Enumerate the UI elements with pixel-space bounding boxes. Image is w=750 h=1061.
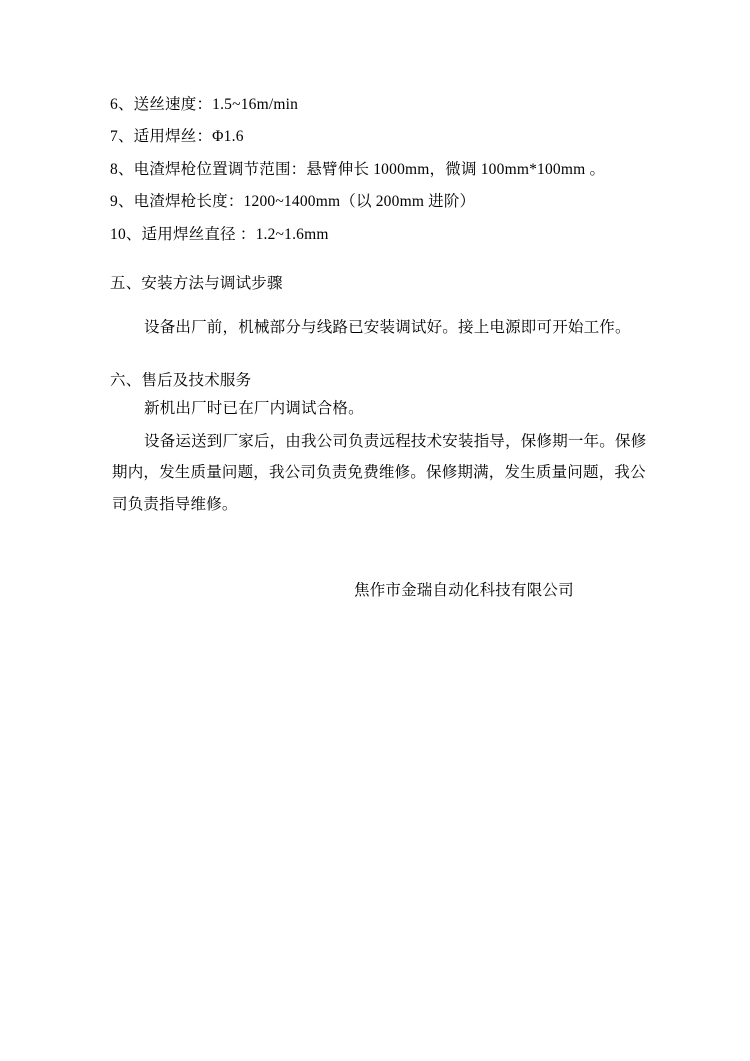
spec-item-7: 7、适用焊丝：Φ1.6 [110, 128, 244, 145]
spec-item-6: 6、送丝速度：1.5~16m/min [110, 96, 299, 113]
section-install-paragraph: 设备出厂前，机械部分与线路已安装调试好。接上电源即可开始工作。 [144, 319, 631, 336]
section-service-paragraph-2-line-2: 期内，发生质量问题，我公司负责免费维修。保修期满，发生质量问题，我公 [112, 464, 646, 481]
section-service-heading: 六、售后及技术服务 [110, 372, 252, 389]
spec-item-10: 10、适用焊丝直径 ：1.2~1.6mm [110, 226, 329, 243]
spec-item-9: 9、电渣焊枪长度：1200~1400mm（以 200mm 进阶） [110, 193, 476, 210]
section-service-paragraph-2-line-3: 司负责指导维修。 [112, 496, 238, 513]
section-service-paragraph-2-line-1: 设备运送到厂家后，由我公司负责远程技术安装指导，保修期一年。保修 [144, 433, 647, 450]
section-install-heading: 五、安装方法与调试步骤 [110, 275, 283, 292]
section-service-paragraph-1: 新机出厂时已在厂内调试合格。 [144, 400, 364, 417]
spec-item-8: 8、电渣焊枪位置调节范围：悬臂伸长 1000mm，微调 100mm*100mm 。 [110, 161, 606, 178]
company-signature: 焦作市金瑞自动化科技有限公司 [354, 582, 574, 599]
